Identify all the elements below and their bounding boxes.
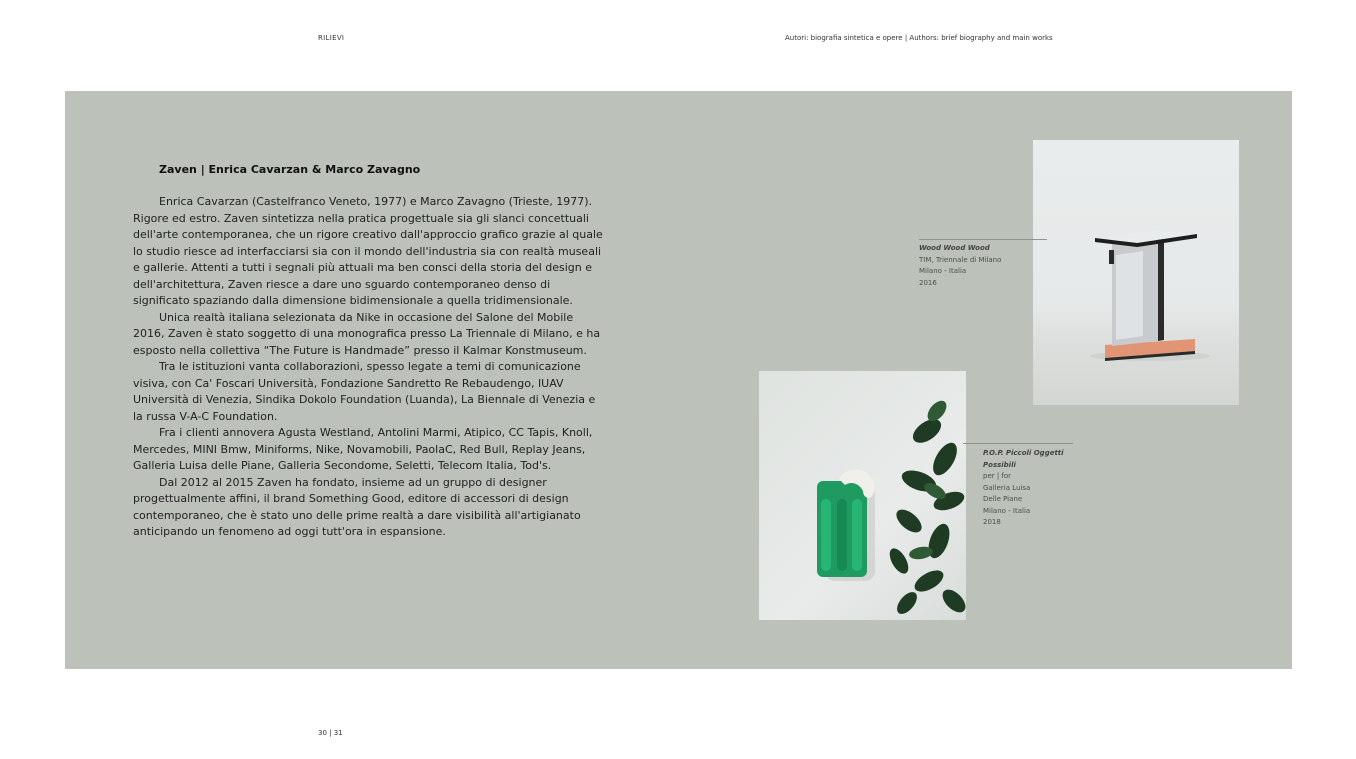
caption-line: Galleria Luisa [983,483,1031,492]
caption-title: Wood Wood Wood [919,244,990,252]
paragraph: Fra i clienti annovera Agusta Westland, Antolini Marmi, Atipico, CC Tapis, Knoll, Mercedes, MINI Bmw, Miniforms, Nike, Novamobili, PaolaC, Red Bull, Replay Jeans, Galleria Luisa delle Piane, Galleria Secondome, Seletti, Telecom Italia, Tod's. [133,426,593,472]
caption-line: Milano - Italia [919,267,967,275]
caption-line: TIM, Triennale di Milano [919,255,1002,264]
caption-pop [983,448,1064,529]
caption-wood-wood-wood [919,243,1001,289]
paragraph: Dal 2012 al 2015 Zaven ha fondato, insieme ad un gruppo di designer progettualmente affini, il brand Something Good, editore di accessori di design contemporaneo, che è stato uno delle prime realtà a dare visibilità all'artigianato anticipando un fenomeno ad oggi tutt'ora in espansione. [133,475,581,538]
caption-line: 2016 [919,278,937,287]
caption-line: Milano - Italia [983,506,1031,515]
caption-rule [919,239,1047,240]
caption-rule [963,443,1073,444]
article-body [133,194,603,541]
caption-title: P.O.P. Piccoli Oggetti [983,449,1064,457]
running-header-right: Autori: biografia sintetica e opere | Authors: brief biography and main works [785,34,1053,42]
green-wall-object-photo [759,371,966,620]
content-panel [65,91,1292,669]
paragraph: Tra le istituzioni vanta collaborazioni, spesso legate a temi di comunicazione visiva, con Ca' Foscari Università, Fondazione Sandretto Re Rebaudengo, IUAV Università di Venezia, Sindika Dokolo Foundation (Luanda), La Biennale di Venezia e la russa V-A-C Foundation. [133,360,596,423]
caption-title: Possibili [983,460,1016,469]
pop-piccoli-oggetti-photo [759,371,966,620]
caption-line: 2018 [983,518,1001,526]
page-numbers: 30 | 31 [318,729,343,737]
paragraph: Enrica Cavarzan (Castelfranco Veneto, 1977) e Marco Zavagno (Trieste, 1977). Rigore ed estro. Zaven sintetizza nella pratica progettuale sia gli slanci concettuali dell'arte contemporanea, che un rigore creativo dall'approccio grafico grazie al quale lo studio riesce ad interfacciarsi sia con il mondo dell'industria sia con realtà museali e gallerie. Attenti a tutti i segnali più attuali ma ben consci della storia del design e dell'architettura, Zaven riesce a dare uno sguardo contemporaneo denso di significato spaziando dalla dimensione bidimensionale a quella tridimensionale. [133,195,603,307]
side-table-photo [1033,140,1239,405]
running-header-left: RILIEVI [318,34,345,42]
article-heading: Zaven | Enrica Cavarzan & Marco Zavagno [159,163,421,176]
paragraph: Unica realtà italiana selezionata da Nike in occasione del Salone del Mobile 2016, Zaven è stato soggetto di una monografica presso La Triennale di Milano, e ha esposto nella collettiva “The Future is Handmade” presso il Kalmar Konstmuseum. [133,310,601,357]
caption-line: Delle Piane [983,495,1023,503]
wood-wood-wood-photo [1033,140,1239,405]
caption-line: per | for [983,472,1012,480]
